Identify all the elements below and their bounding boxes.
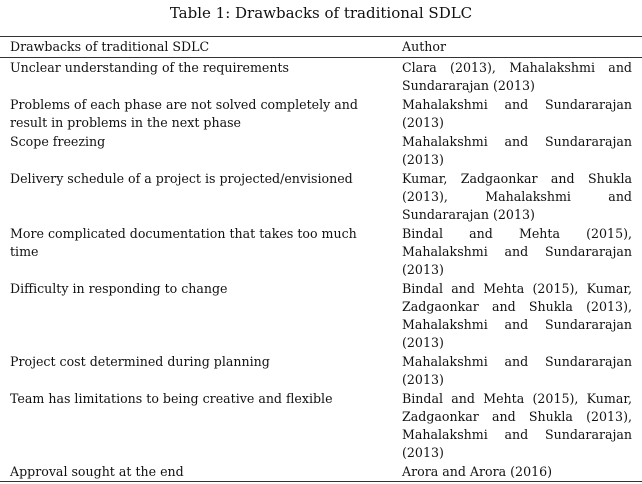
drawback-cell: Unclear understanding of the requirements (10, 60, 290, 75)
table-row (0, 352, 642, 389)
author-cell: Bindal and Mehta (2015), Kumar, Zadgaonkar and Shukla (2013), Mahalakshmi and Sundararajan (2013) (402, 281, 632, 350)
table-header (0, 37, 642, 58)
drawback-cell: Delivery schedule of a project is projected/envisioned (10, 171, 353, 186)
author-cell: Mahalakshmi and Sundararajan (2013) (402, 354, 632, 387)
drawback-cell: Problems of each phase are not solved completely and result in problems in the next phase (10, 97, 358, 130)
author-cell: Mahalakshmi and Sundararajan (2013) (402, 134, 632, 167)
table-row (0, 279, 642, 352)
drawback-cell: Team has limitations to being creative and flexible (10, 391, 333, 406)
table-row (0, 95, 642, 132)
header-drawbacks: Drawbacks of traditional SDLC (10, 39, 210, 54)
drawback-cell: Scope freezing (10, 134, 106, 149)
header-row (0, 37, 642, 58)
author-cell: Arora and Arora (2016) (402, 464, 553, 479)
table-caption: Table 1: Drawbacks of traditional SDLC (169, 4, 473, 22)
table-row (0, 462, 642, 482)
author-cell: Bindal and Mehta (2015), Kumar, Zadgaonkar and Shukla (2013), Mahalakshmi and Sundararajan (2013) (402, 391, 632, 460)
table-row (0, 389, 642, 462)
drawback-cell: Difficulty in responding to change (10, 281, 228, 296)
author-cell: Bindal and Mehta (2015), Mahalakshmi and Sundararajan (2013) (402, 226, 632, 277)
author-cell: Clara (2013), Mahalakshmi and Sundararajan (2013) (402, 60, 632, 93)
table-body (0, 58, 642, 482)
author-cell: Kumar, Zadgaonkar and Shukla (2013), Mahalakshmi and Sundararajan (2013) (402, 171, 632, 222)
drawback-cell: More complicated documentation that takes too much time (10, 226, 357, 259)
table-row (0, 224, 642, 279)
drawback-cell: Project cost determined during planning (10, 354, 270, 369)
table-container (0, 36, 642, 482)
table-row (0, 169, 642, 224)
author-cell: Mahalakshmi and Sundararajan (2013) (402, 97, 632, 130)
table-row (0, 58, 642, 96)
drawbacks-table (0, 36, 642, 482)
table-row (0, 132, 642, 169)
drawback-cell: Approval sought at the end (10, 464, 184, 479)
header-author: Author (402, 39, 446, 54)
